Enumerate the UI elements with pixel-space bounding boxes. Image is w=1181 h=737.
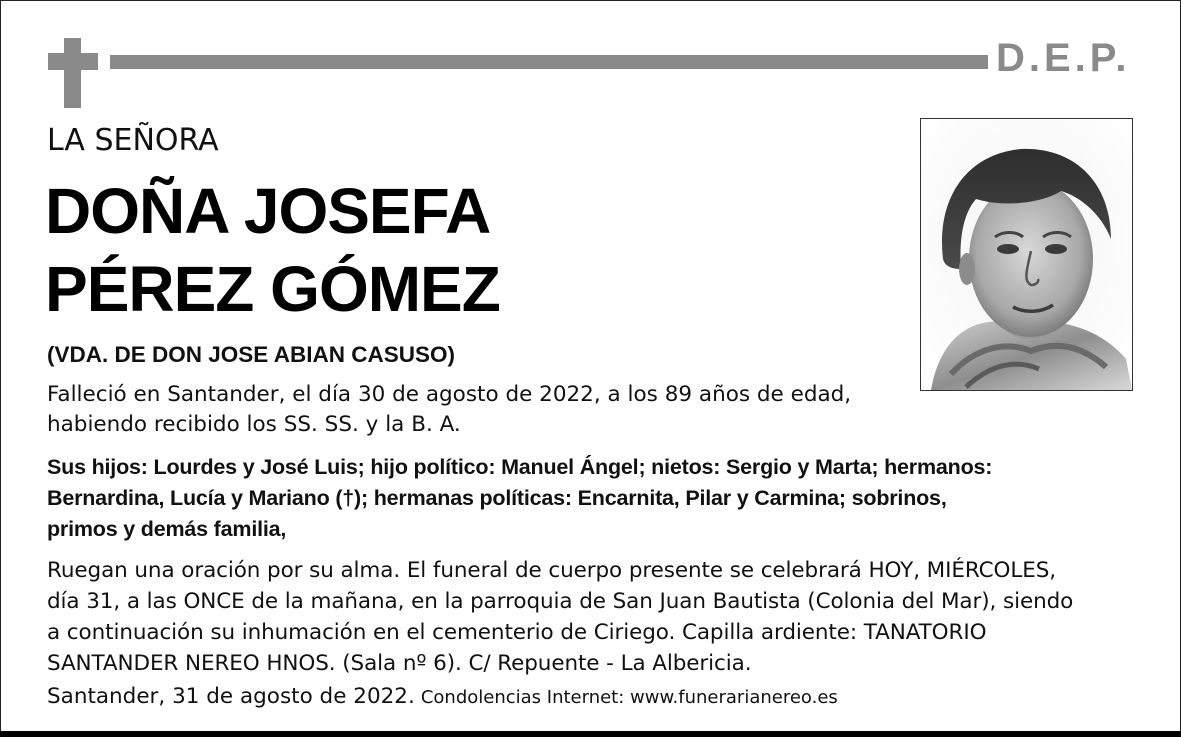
- portrait-photo: [920, 118, 1133, 391]
- honorific: LA SEÑORA: [47, 123, 219, 158]
- name-line-1: DOÑA JOSEFA: [45, 175, 491, 247]
- death-notice-line: habiendo recibido los SS. SS. y la B. A.: [47, 412, 461, 437]
- condolences-link[interactable]: Condolencias Internet: www.funerarianereo.es: [420, 687, 838, 708]
- death-notice-line: Falleció en Santander, el día 30 de agosto de 2022, a los 89 años de edad,: [47, 382, 852, 407]
- funeral-line: a continuación su inhumación en el cementerio de Ciriego. Capilla ardiente: TANATORIO: [47, 620, 987, 645]
- closing-line: [47, 682, 838, 713]
- funeral-details: [47, 555, 1157, 679]
- funeral-line: SANTANDER NEREO HNOS. (Sala nº 6). C/ Repuente - La Albericia.: [47, 651, 752, 676]
- funeral-line: día 31, a las ONCE de la mañana, en la parroquia de San Juan Bautista (Colonia del Mar), siendo: [47, 589, 1074, 614]
- place-date: Santander, 31 de agosto de 2022.: [47, 684, 415, 709]
- death-notice: [47, 380, 907, 440]
- header-rule: [110, 55, 988, 69]
- name-line-2: PÉREZ GÓMEZ: [45, 253, 500, 325]
- widow-of: (VDA. DE DON JOSE ABIAN CASUSO): [47, 342, 455, 367]
- dep-heading: D.E.P.: [996, 36, 1131, 80]
- bottom-border: [0, 731, 1181, 737]
- deceased-name: [45, 172, 500, 328]
- family-line: Sus hijos: Lourdes y José Luis; hijo político: Manuel Ángel; nietos: Sergio y Marta; hermanos:: [47, 455, 993, 479]
- funeral-line: Ruegan una oración por su alma. El funeral de cuerpo presente se celebrará HOY, MIÉRCOLES,: [47, 558, 1056, 583]
- family-line: primos y demás familia,: [47, 517, 287, 541]
- family-list: [47, 452, 1157, 545]
- family-line: Bernardina, Lucía y Mariano (†); hermanas políticas: Encarnita, Pilar y Carmina; sobrinos,: [47, 486, 947, 510]
- portrait-image: [921, 119, 1132, 390]
- cross-icon: [48, 38, 98, 108]
